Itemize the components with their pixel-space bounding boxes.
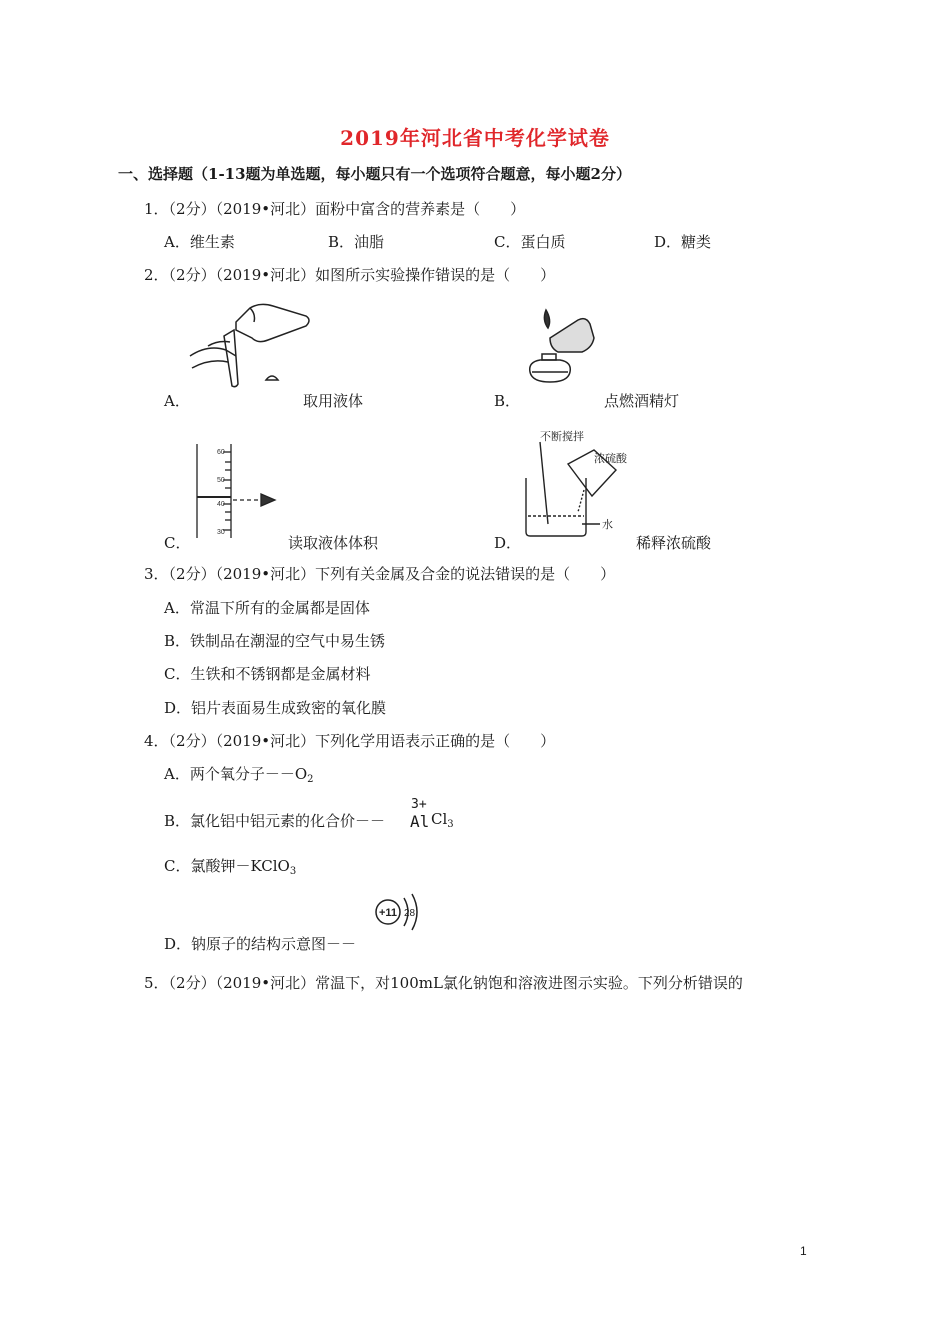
q2-option-a-caption: 取用液体: [303, 392, 364, 410]
figure-light-alcohol-lamp: [520, 302, 600, 388]
q4-option-c-text: C．氯酸钾－KClO: [164, 857, 290, 875]
cylinder-tick-40: 40: [217, 501, 225, 508]
q4-option-b-charge: 3+: [411, 797, 427, 812]
q4-option-c: [164, 855, 296, 877]
q3-option-a: A．常温下所有的金属都是固体: [164, 599, 370, 617]
q4-option-b-tail: [431, 810, 454, 830]
question-5-stem: 5．（2分）（2019•河北）常温下，对100mL氯化钠饱和溶液进图示实验。下列分析错误的: [144, 974, 743, 992]
q4-option-b-cl: Cl: [431, 810, 448, 828]
label-stir: 不断搅拌: [540, 430, 584, 443]
q2-option-a-letter: A．: [164, 392, 190, 410]
q4-option-a-subscript: 2: [307, 774, 314, 785]
q4-option-a-text: A．两个氧分子－－O: [164, 765, 308, 783]
q3-option-d: D．铝片表面易生成致密的氧化膜: [164, 699, 387, 717]
q4-option-d-text: D．钠原子的结构示意图－－: [164, 935, 357, 953]
q2-option-b-caption: 点燃酒精灯: [604, 392, 680, 410]
label-water: 水: [602, 518, 613, 531]
q2-option-c-caption: 读取液体体积: [288, 534, 379, 552]
question-2-stem: 2．（2分）（2019•河北）如图所示实验操作错误的是（ ）: [144, 266, 556, 284]
figure-read-liquid-volume: [195, 442, 290, 542]
q1-option-c: C．蛋白质: [494, 233, 566, 251]
q2-option-d-caption: 稀释浓硫酸: [636, 534, 712, 552]
q1-option-d: D．糖类: [654, 233, 712, 251]
q4-option-b-text: B．氯化铝中铝元素的化合价－－: [164, 812, 386, 830]
cylinder-tick-30: 30: [217, 529, 225, 536]
question-4-stem: 4．（2分）（2019•河北）下列化学用语表示正确的是（ ）: [144, 732, 556, 750]
nucleus-charge: +11: [379, 907, 398, 919]
q2-option-d-letter: D．: [494, 534, 522, 552]
page-title: 2019年河北省中考化学试卷: [340, 126, 610, 150]
cylinder-tick-50: 50: [217, 477, 225, 484]
q1-option-b: B．油脂: [328, 233, 385, 251]
figure-pour-liquid: [188, 300, 313, 390]
q2-option-c-letter: C．: [164, 534, 191, 552]
electron-shells: 28: [404, 908, 416, 919]
q3-option-c: C．生铁和不锈钢都是金属材料: [164, 665, 371, 683]
q4-option-c-subscript: 3: [289, 866, 297, 877]
page-number: 1: [800, 1244, 807, 1258]
sodium-atom-diagram: [372, 892, 424, 936]
label-conc-acid: 浓硫酸: [594, 452, 627, 465]
figure-dilute-sulfuric-acid: [520, 428, 640, 543]
cylinder-tick-60: 60: [217, 449, 225, 456]
q2-option-b-letter: B．: [494, 392, 521, 410]
q3-option-b: B．铁制品在潮湿的空气中易生锈: [164, 632, 386, 650]
q1-option-a: A．维生素: [164, 233, 235, 251]
section-heading: 一、选择题（1-13题为单选题，每小题只有一个选项符合题意，每小题2分）: [118, 165, 631, 183]
q4-option-b-element: Al: [410, 812, 430, 831]
q4-option-a: [164, 763, 314, 785]
question-1-stem: 1．（2分）（2019•河北）面粉中富含的营养素是（ ）: [144, 200, 526, 218]
question-3-stem: 3．（2分）（2019•河北）下列有关金属及合金的说法错误的是（ ）: [144, 565, 616, 583]
q4-option-b-subscript: 3: [447, 819, 454, 830]
